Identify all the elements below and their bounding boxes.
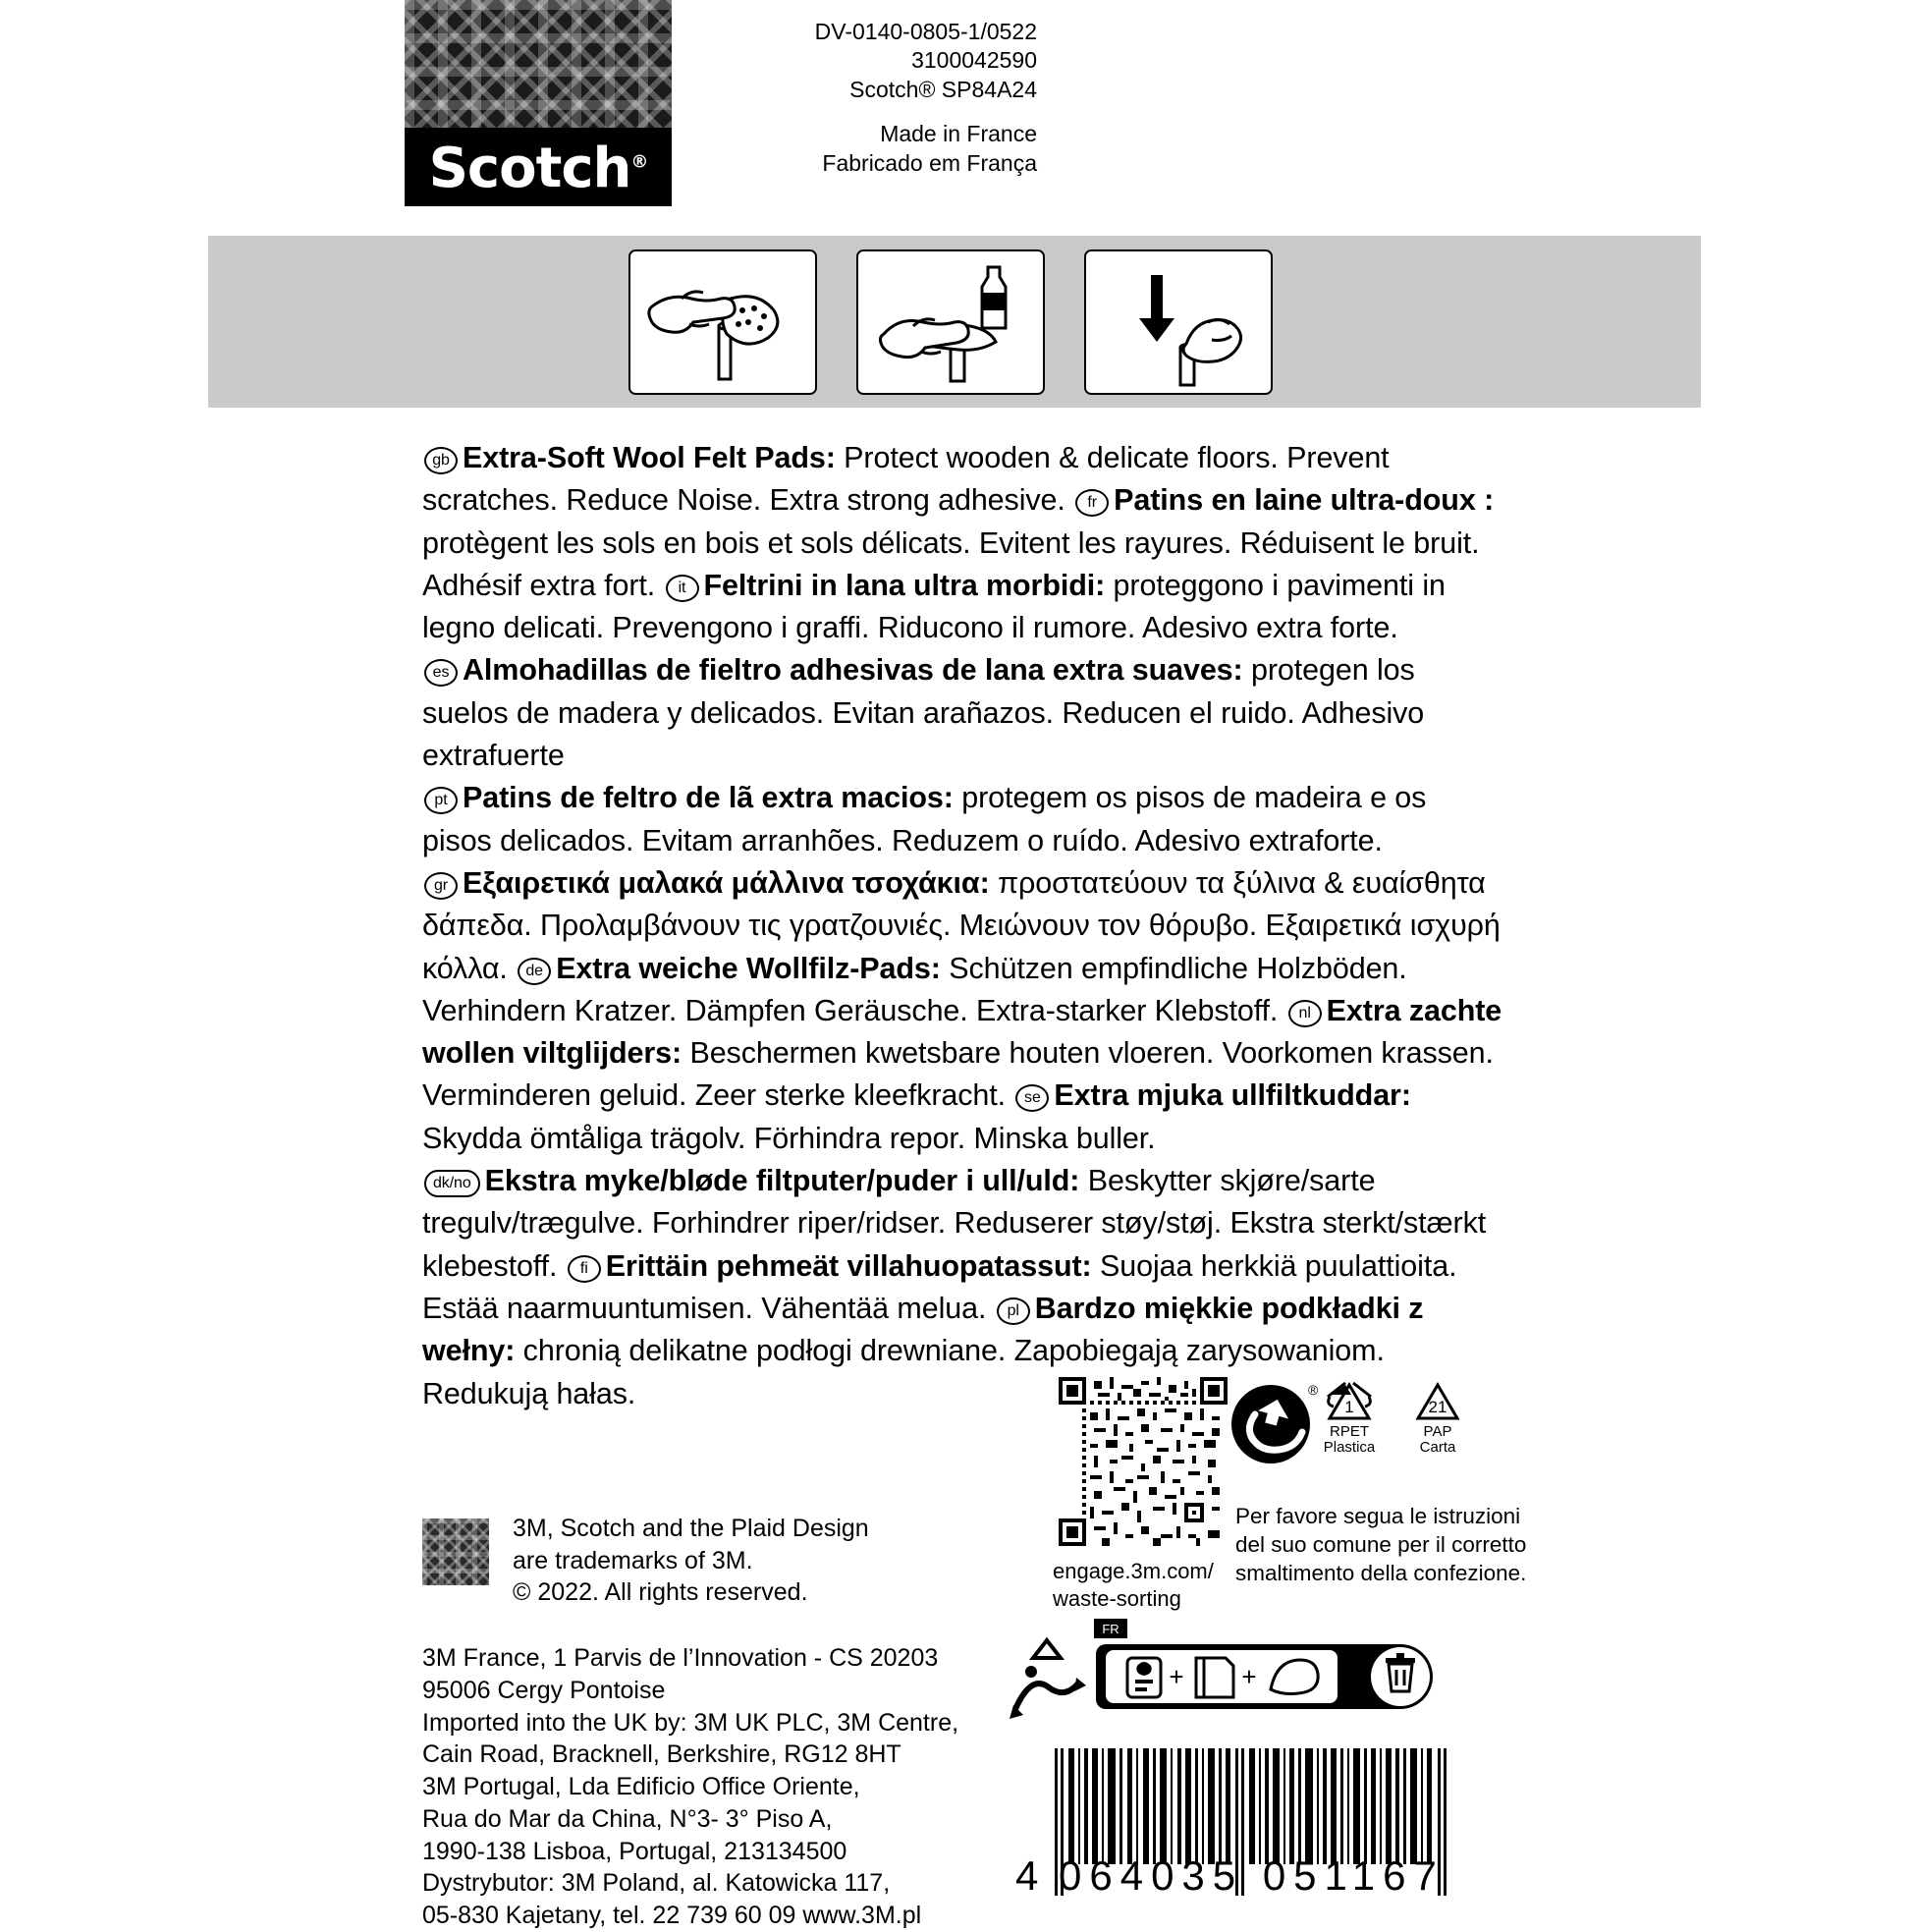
desc-text-pl: chronią delikatne podłogi drewniane. Zapobiegają zarysowaniom. Redukują hałas. xyxy=(422,1334,1385,1410)
desc-title-fi: Erittäin pehmeät villahuopatassut: xyxy=(605,1248,1092,1283)
desc-text-fr: protègent les sols en bois et sols délicats. Evitent les rayures. Réduisent le bruit. Adhésif extra fort. xyxy=(422,525,1480,602)
mobius-loop-icon xyxy=(1231,1385,1310,1463)
svg-text:+: + xyxy=(1169,1662,1184,1691)
desc-title-nl: Extra zachte wollen viltglijders: xyxy=(422,993,1502,1071)
product-codes xyxy=(815,18,1037,178)
desc-text-dkno: Beskytter skjøre/sarte tregulv/trægulve. Forhindrer riper/ridser. Reduserer støy/støj. Ekstra sterkt/stærkt klebestoff. xyxy=(422,1164,1487,1283)
desc-text-it: proteggono i pavimenti in legno delicati. Prevengono i graffi. Riducono il rumore. Adesivo extra forte. xyxy=(422,568,1446,645)
recycle-plastic-icon xyxy=(1328,1383,1371,1418)
desc-text-es: protegen los suelos de madera y delicados. Evitan arañazos. Reducen el ruido. Adhesivo extrafuerte xyxy=(422,653,1425,773)
desc-text-fi: Suojaa herkkiä puulattioita. Estää naarmuuntumisen. Vähentää melua. xyxy=(422,1248,1457,1325)
recycling-note-line-3: smaltimento della confezione. xyxy=(1235,1560,1527,1585)
desc-title-pl: Bardzo miękkie podkładki z wełny: xyxy=(422,1291,1424,1368)
lang-badge-fr: fr xyxy=(1075,489,1109,517)
scotch-wordmark-text: Scotch xyxy=(428,137,631,200)
address-line-3: Imported into the UK by: 3M UK PLC, 3M Centre, xyxy=(422,1708,959,1737)
recycling-note xyxy=(1235,1503,1530,1587)
address-line-9: 05-830 Kajetany, tel. 22 739 60 09 www.3M.pl xyxy=(422,1902,922,1929)
address-line-5: 3M Portugal, Lda Edificio Office Oriente, xyxy=(422,1773,860,1800)
recycle-paper-icon xyxy=(1418,1385,1457,1418)
lang-badge-pl: pl xyxy=(997,1297,1030,1325)
lang-badge-es: es xyxy=(424,659,458,687)
desc-text-se: Skydda ömtåliga trägolv. Förhindra repor. Minska buller. xyxy=(422,1121,1156,1155)
address-line-2: 95006 Cergy Pontoise xyxy=(422,1676,666,1704)
lang-badge-dkno: dk/no xyxy=(424,1170,480,1197)
desc-title-pt: Patins de feltro de lã extra macios: xyxy=(463,781,954,815)
svg-text:+: + xyxy=(1241,1662,1257,1691)
barcode-lead-digit: 4 xyxy=(1015,1852,1039,1899)
trademark-line-2: are trademarks of 3M. xyxy=(513,1546,753,1574)
lang-badge-it: it xyxy=(666,575,699,602)
waste-sorting-banner xyxy=(1004,1619,1487,1735)
code-line-4: Made in France xyxy=(880,121,1037,147)
desc-title-gr: Εξαιρετικά μαλακά μάλλινα τσοχάκια: xyxy=(463,865,990,900)
desc-text-de: Schützen empfindliche Holzböden. Verhindern Kratzer. Dämpfen Geräusche. Extra-starker Klebstoff. xyxy=(422,951,1407,1027)
scotch-logo xyxy=(405,0,672,206)
scotch-wordmark xyxy=(405,137,672,200)
desc-title-it: Feltrini in lana ultra morbidi: xyxy=(703,568,1106,602)
plaid-pattern xyxy=(405,0,672,128)
trademark-text xyxy=(513,1513,1023,1609)
desc-title-fr: Patins en laine ultra-doux : xyxy=(1114,483,1495,518)
desc-text-gr: προστατεύουν τα ξύλινα & ευαίσθητα δάπεδα. Προλαμβάνουν τις γρατζουνιές. Μειώνουν τον θόρυβο. Εξαιρετικά ισχυρή κόλλα. xyxy=(422,865,1501,985)
company-address xyxy=(422,1642,1070,1932)
svg-text:21: 21 xyxy=(1428,1398,1447,1416)
desc-text-nl: Beschermen kwetsbare houten vloeren. Voorkomen krassen. Verminderen geluid. Zeer sterke kleefkracht. xyxy=(422,1036,1494,1113)
svg-text:1: 1 xyxy=(1344,1398,1354,1416)
desc-title-de: Extra weiche Wollfilz-Pads: xyxy=(556,951,941,985)
recycling-note-line-1: Per favore segua le istruzioni xyxy=(1235,1504,1521,1528)
svg-text:FR: FR xyxy=(1102,1622,1119,1636)
lang-badge-se: se xyxy=(1015,1084,1049,1112)
svg-text:Carta: Carta xyxy=(1419,1439,1456,1456)
dry-surface-icon xyxy=(856,249,1045,395)
instruction-pictogram-strip xyxy=(208,236,1701,408)
qr-caption-line-1: engage.3m.com/ xyxy=(1053,1559,1214,1583)
address-line-8: Dystrybutor: 3M Poland, al. Katowicka 117, xyxy=(422,1869,891,1898)
qr-caption xyxy=(1053,1558,1214,1612)
clean-surface-icon xyxy=(628,249,817,395)
desc-text-pt: protegem os pisos de madeira e os pisos delicados. Evitam arranhões. Reduzem o ruído. Adesivo extraforte. xyxy=(422,781,1427,857)
desc-title-es: Almohadillas de fieltro adhesivas de lana extra suaves: xyxy=(463,653,1243,688)
trademark-line-3: © 2022. All rights reserved. xyxy=(513,1578,808,1606)
plaid-swatch-icon xyxy=(422,1518,489,1585)
desc-title-dkno: Ekstra myke/bløde filtputer/puder i ull/uld: xyxy=(484,1164,1080,1198)
code-line-2: 3100042590 xyxy=(911,47,1037,74)
lang-badge-de: de xyxy=(518,958,551,985)
desc-title-gb: Extra-Soft Wool Felt Pads: xyxy=(463,441,836,474)
address-line-1: 3M France, 1 Parvis de l’Innovation - CS 20203 xyxy=(422,1644,939,1672)
svg-text:RPET: RPET xyxy=(1329,1423,1370,1440)
press-pad-icon xyxy=(1084,249,1273,395)
desc-title-se: Extra mjuka ullfiltkuddar: xyxy=(1054,1078,1411,1113)
qr-code[interactable] xyxy=(1059,1377,1228,1546)
lang-badge-gr: gr xyxy=(424,872,458,900)
lang-badge-fi: fi xyxy=(568,1255,601,1283)
recycling-note-line-2: del suo comune per il corretto xyxy=(1235,1531,1527,1557)
svg-text:®: ® xyxy=(1308,1382,1319,1398)
code-line-5: Fabricado em França xyxy=(822,149,1037,176)
desc-text-gb: Protect wooden & delicate floors. Prevent scratches. Reduce Noise. Extra strong adhesive. xyxy=(422,441,1390,518)
address-line-6: Rua do Mar da China, N°3- 3° Piso A, xyxy=(422,1804,833,1833)
lang-badge-nl: nl xyxy=(1288,1000,1322,1027)
header xyxy=(0,0,1911,216)
lang-badge-pt: pt xyxy=(424,787,458,814)
triman-icon xyxy=(1010,1640,1086,1719)
lang-badge-gb: gb xyxy=(424,447,458,474)
svg-text:Plastica: Plastica xyxy=(1323,1439,1376,1456)
code-line-1: DV-0140-0805-1/0522 xyxy=(814,19,1037,44)
qr-caption-line-2: waste-sorting xyxy=(1053,1585,1181,1611)
barcode-digits: 064035 051167 xyxy=(1059,1852,1445,1899)
address-line-7: 1990-138 Lisboa, Portugal, 213134500 xyxy=(422,1837,847,1865)
address-line-4: Cain Road, Bracknell, Berkshire, RG12 8HT xyxy=(422,1740,901,1769)
recycling-symbols xyxy=(1226,1373,1510,1501)
code-line-3: Scotch® SP84A24 xyxy=(849,76,1037,102)
registered-mark: ® xyxy=(630,151,648,173)
product-description xyxy=(422,437,1502,1415)
svg-text:PAP: PAP xyxy=(1423,1423,1452,1440)
trademark-line-1: 3M, Scotch and the Plaid Design xyxy=(513,1515,869,1542)
